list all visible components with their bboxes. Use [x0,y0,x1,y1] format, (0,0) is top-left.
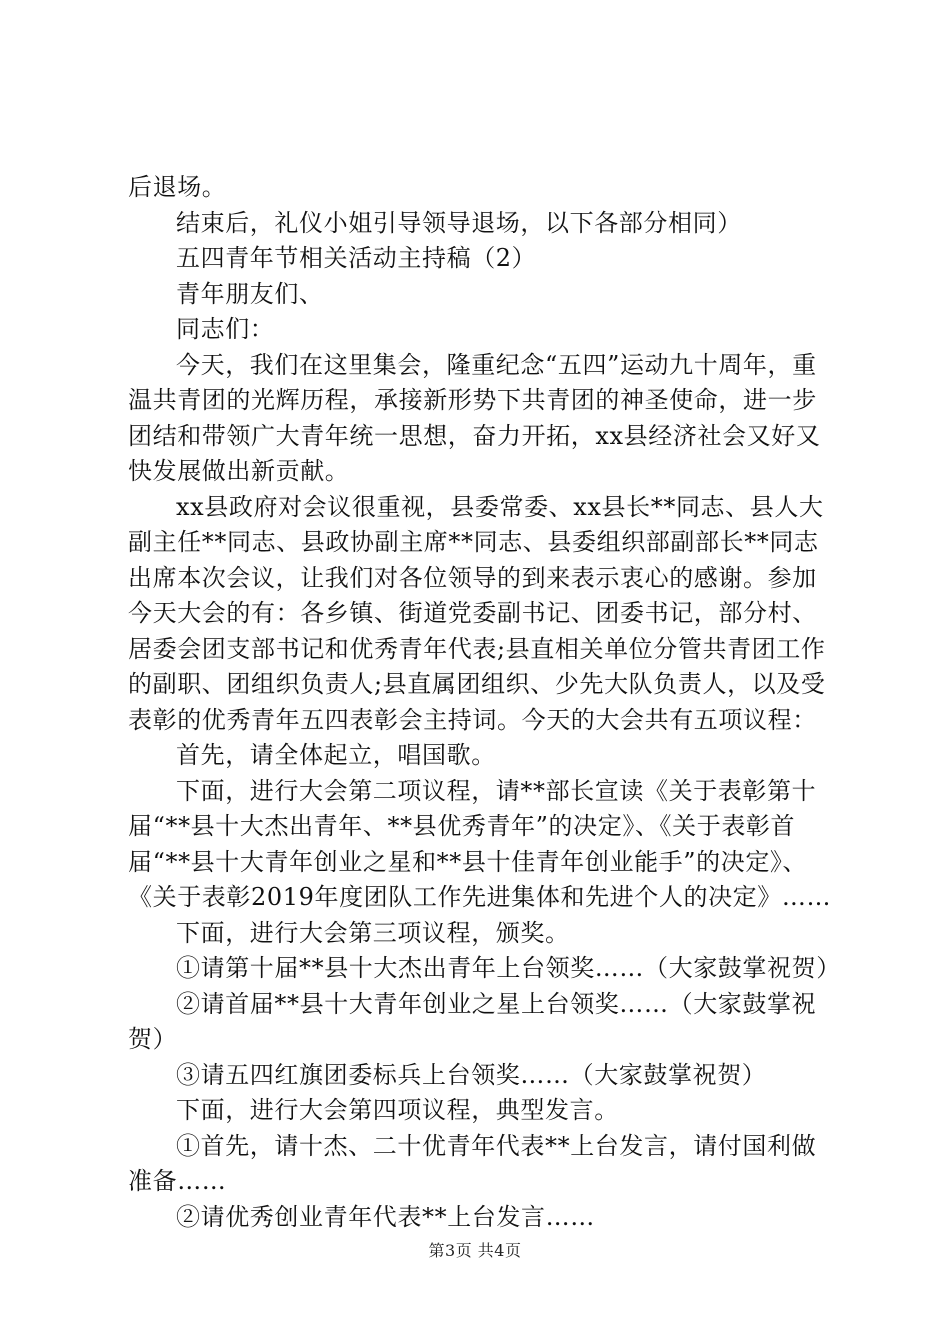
paragraph: 下面，进行大会第二项议程，请**部长宣读《关于表彰第十届“**县十大杰出青年、**县优秀青年”的决定》、《关于表彰首届“**县十大青年创业之星和**县十佳青年创业能手”的决定》、《关于表彰2019年度团队工作先进集体和先进个人的决定》…… [128,776,832,911]
paragraph: 青年朋友们、 [176,279,324,308]
list-item: ①首先，请十杰、二十优青年代表**上台发言，请付国利做准备…… [128,1131,817,1195]
list-item: ①请第十届**县十大杰出青年上台领奖……（大家鼓掌祝贺） [176,954,841,982]
document-body [128,170,840,1235]
paragraph: 首先，请全体起立，唱国歌。 [176,741,496,769]
paragraph-heading: 五四青年节相关活动主持稿（2） [176,244,537,272]
list-item: ②请首届**县十大青年创业之星上台领奖……（大家鼓掌祝贺） [128,989,817,1053]
paragraph: 今天，我们在这里集会，隆重纪念“五四”运动九十周年，重温共青团的光辉历程，承接新形势下共青团的神圣使命，进一步团结和带领广大青年统一思想，奋力开拓，xx县经济社会又好又快发展做出新贡献。 [128,350,821,485]
paragraph: 同志们： [176,315,275,343]
paragraph: 后退场。 [128,173,227,201]
page-footer [0,1238,950,1261]
paragraph: 下面，进行大会第四项议程，典型发言。 [176,1096,619,1124]
paragraph: xx县政府对会议很重视，县委常委、xx县长**同志、县人大副主任**同志、县政协副主席**同志、县委组织部副部长**同志出席本次会议，让我们对各位领导的到来表示衷心的感谢。参加今天大会的有：各乡镇、街道党委副书记、团委书记，部分村、居委会团支部书记和优秀青年代表;县直相关单位分管共青团工作的副职、团组织负责人;县直属团组织、少先大队负责人，以及受表彰的优秀青年五四表彰会主持词。今天的大会共有五项议程： [128,492,826,734]
list-item: ③请五四红旗团委标兵上台领奖……（大家鼓掌祝贺） [176,1060,767,1089]
list-item: ②请优秀创业青年代表**上台发言…… [176,1202,595,1231]
paragraph: 下面，进行大会第三项议程，颁奖。 [176,918,570,947]
paragraph: 结束后，礼仪小姐引导领导退场，以下各部分相同） [176,208,742,237]
page-number-label: 第3页 共4页 [428,1241,522,1260]
